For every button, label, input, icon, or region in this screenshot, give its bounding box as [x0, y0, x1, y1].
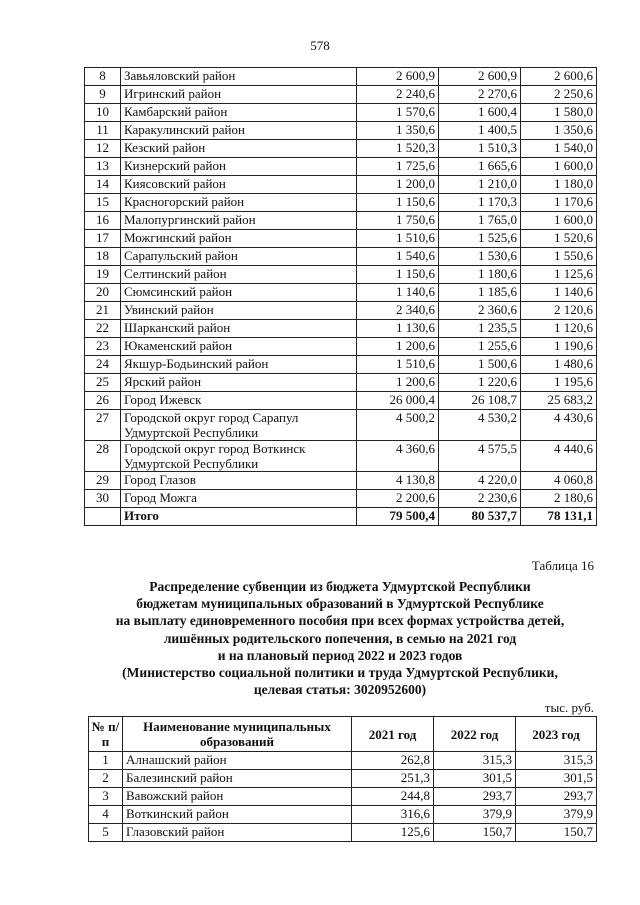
table-row — [85, 374, 597, 392]
value-2021: 316,6 — [352, 806, 434, 824]
row-number: 19 — [85, 266, 121, 284]
table-row — [85, 356, 597, 374]
municipality-name: Якшур-Бодьинский район — [121, 356, 357, 374]
value-2023: 150,7 — [516, 824, 597, 842]
municipality-name: Малопургинский район — [121, 212, 357, 230]
value-2023: 1 600,0 — [521, 212, 597, 230]
value-2023: 379,9 — [516, 806, 597, 824]
table-row — [85, 266, 597, 284]
row-number: 15 — [85, 194, 121, 212]
value-2022: 4 530,2 — [439, 410, 521, 441]
value-2023: 4 440,6 — [521, 441, 597, 472]
value-2023: 1 550,6 — [521, 248, 597, 266]
row-number: 27 — [85, 410, 121, 441]
table-row — [89, 770, 597, 788]
municipality-name: Город Ижевск — [121, 392, 357, 410]
value-2023: 1 580,0 — [521, 104, 597, 122]
value-2021: 4 360,6 — [357, 441, 439, 472]
value-2022: 1 235,5 — [439, 320, 521, 338]
value-2022: 150,7 — [434, 824, 516, 842]
municipality-name: Киясовский район — [121, 176, 357, 194]
table-row — [85, 194, 597, 212]
table-row — [85, 212, 597, 230]
municipality-name: Городской округ город Сарапул Удмуртской Республики — [121, 410, 357, 441]
value-2022: 379,9 — [434, 806, 516, 824]
value-2021: 4 130,8 — [357, 472, 439, 490]
municipality-name: Глазовский район — [123, 824, 352, 842]
table-row — [85, 86, 597, 104]
value-2022: 1 400,5 — [439, 122, 521, 140]
municipality-name: Алнашский район — [123, 752, 352, 770]
table-row — [85, 248, 597, 266]
value-2021: 1 510,6 — [357, 230, 439, 248]
value-2023: 2 250,6 — [521, 86, 597, 104]
value-2023: 1 140,6 — [521, 284, 597, 302]
row-number: 16 — [85, 212, 121, 230]
value-2022: 4 220,0 — [439, 472, 521, 490]
table-row — [85, 392, 597, 410]
row-number: 20 — [85, 284, 121, 302]
table-row — [85, 472, 597, 490]
row-number: 17 — [85, 230, 121, 248]
row-number: 28 — [85, 441, 121, 472]
table-row — [85, 68, 597, 86]
value-2021: 2 240,6 — [357, 86, 439, 104]
row-number: 3 — [89, 788, 123, 806]
table-row — [85, 104, 597, 122]
value-2023: 315,3 — [516, 752, 597, 770]
value-2021: 26 000,4 — [357, 392, 439, 410]
title-line: целевая статья: 3020952600) — [253, 682, 427, 698]
table-row — [85, 302, 597, 320]
subsidy-table-continued — [84, 67, 597, 526]
municipality-name: Увинский район — [121, 302, 357, 320]
municipality-name: Сюмсинский район — [121, 284, 357, 302]
municipality-name: Город Можга — [121, 490, 357, 508]
table-row — [85, 122, 597, 140]
value-2021: 2 340,6 — [357, 302, 439, 320]
value-2021: 1 750,6 — [357, 212, 439, 230]
municipality-name: Юкаменский район — [121, 338, 357, 356]
municipality-name: Город Глазов — [121, 472, 357, 490]
table-row — [85, 230, 597, 248]
value-2023: 1 190,6 — [521, 338, 597, 356]
row-number: 10 — [85, 104, 121, 122]
municipality-name: Камбарский район — [121, 104, 357, 122]
total-label: Итого — [121, 508, 357, 526]
value-2022: 1 500,6 — [439, 356, 521, 374]
value-2022: 1 510,3 — [439, 140, 521, 158]
table-row — [89, 824, 597, 842]
municipality-name: Каракулинский район — [121, 122, 357, 140]
total-2021: 79 500,4 — [357, 508, 439, 526]
table-label: Таблица 16 — [531, 558, 594, 573]
title-line: лишённых родительского попечения, в семью на 2021 год — [163, 630, 517, 646]
table-title — [70, 578, 610, 698]
header-num: № п/п — [89, 717, 123, 752]
row-number: 4 — [89, 806, 123, 824]
value-2023: 1 170,6 — [521, 194, 597, 212]
value-2023: 1 480,6 — [521, 356, 597, 374]
value-2022: 301,5 — [434, 770, 516, 788]
row-number: 29 — [85, 472, 121, 490]
row-number: 25 — [85, 374, 121, 392]
value-2022: 2 360,6 — [439, 302, 521, 320]
row-number: 9 — [85, 86, 121, 104]
value-2021: 1 130,6 — [357, 320, 439, 338]
title-line: бюджетам муниципальных образований в Удмуртской Республике — [136, 596, 544, 612]
value-2021: 1 200,0 — [357, 176, 439, 194]
row-number: 8 — [85, 68, 121, 86]
value-2022: 1 210,0 — [439, 176, 521, 194]
value-2021: 1 350,6 — [357, 122, 439, 140]
value-2021: 1 570,6 — [357, 104, 439, 122]
table-row — [85, 410, 597, 441]
value-2021: 1 150,6 — [357, 194, 439, 212]
total-2022: 80 537,7 — [439, 508, 521, 526]
value-2021: 2 200,6 — [357, 490, 439, 508]
title-line: Распределение субвенции из бюджета Удмуртской Республики — [149, 579, 531, 594]
header-2021: 2021 год — [352, 717, 434, 752]
value-2022: 1 525,6 — [439, 230, 521, 248]
municipality-name: Кизнерский район — [121, 158, 357, 176]
value-2023: 1 520,6 — [521, 230, 597, 248]
total-row — [85, 508, 597, 526]
value-2023: 4 430,6 — [521, 410, 597, 441]
row-number: 2 — [89, 770, 123, 788]
value-2023: 25 683,2 — [521, 392, 597, 410]
row-number: 5 — [89, 824, 123, 842]
value-2023: 1 350,6 — [521, 122, 597, 140]
total-2023: 78 131,1 — [521, 508, 597, 526]
municipality-name: Можгинский район — [121, 230, 357, 248]
row-number: 24 — [85, 356, 121, 374]
row-number: 18 — [85, 248, 121, 266]
table-row — [89, 806, 597, 824]
value-2021: 2 600,9 — [357, 68, 439, 86]
table-row — [85, 338, 597, 356]
municipality-name: Вавожский район — [123, 788, 352, 806]
value-2021: 125,6 — [352, 824, 434, 842]
value-2021: 1 200,6 — [357, 338, 439, 356]
value-2022: 26 108,7 — [439, 392, 521, 410]
value-2023: 2 180,6 — [521, 490, 597, 508]
value-2023: 1 540,0 — [521, 140, 597, 158]
value-2023: 1 120,6 — [521, 320, 597, 338]
table-row — [85, 140, 597, 158]
header-2023: 2023 год — [516, 717, 597, 752]
title-line: и на плановый период 2022 и 2023 годов — [217, 647, 463, 663]
row-number: 13 — [85, 158, 121, 176]
value-2023: 2 120,6 — [521, 302, 597, 320]
value-2021: 1 140,6 — [357, 284, 439, 302]
row-number: 12 — [85, 140, 121, 158]
municipality-name: Воткинский район — [123, 806, 352, 824]
value-2023: 301,5 — [516, 770, 597, 788]
value-2021: 251,3 — [352, 770, 434, 788]
table-row — [85, 284, 597, 302]
row-number: 23 — [85, 338, 121, 356]
value-2023: 293,7 — [516, 788, 597, 806]
table-row — [85, 158, 597, 176]
table-row — [85, 320, 597, 338]
value-2023: 1 195,6 — [521, 374, 597, 392]
row-number: 1 — [89, 752, 123, 770]
value-2022: 1 765,0 — [439, 212, 521, 230]
table-header-row — [89, 717, 597, 752]
value-2022: 2 270,6 — [439, 86, 521, 104]
value-2022: 1 185,6 — [439, 284, 521, 302]
row-number: 30 — [85, 490, 121, 508]
table-body — [89, 752, 597, 842]
table-body — [85, 68, 597, 526]
value-2023: 1 180,0 — [521, 176, 597, 194]
value-2022: 4 575,5 — [439, 441, 521, 472]
value-2021: 262,8 — [352, 752, 434, 770]
value-2022: 2 600,9 — [439, 68, 521, 86]
value-2022: 1 180,6 — [439, 266, 521, 284]
municipality-name: Селтинский район — [121, 266, 357, 284]
table-row — [89, 788, 597, 806]
value-2021: 1 725,6 — [357, 158, 439, 176]
value-2023: 1 600,0 — [521, 158, 597, 176]
value-2021: 4 500,2 — [357, 410, 439, 441]
value-2021: 1 520,3 — [357, 140, 439, 158]
municipality-name: Сарапульский район — [121, 248, 357, 266]
page-number: 578 — [310, 38, 330, 53]
value-2022: 1 600,4 — [439, 104, 521, 122]
municipality-name: Шарканский район — [121, 320, 357, 338]
row-number: 26 — [85, 392, 121, 410]
value-2023: 2 600,6 — [521, 68, 597, 86]
value-2021: 1 540,6 — [357, 248, 439, 266]
municipality-name: Красногорский район — [121, 194, 357, 212]
value-2022: 1 255,6 — [439, 338, 521, 356]
municipality-name: Завьяловский район — [121, 68, 357, 86]
value-2022: 293,7 — [434, 788, 516, 806]
value-2023: 4 060,8 — [521, 472, 597, 490]
value-2021: 1 510,6 — [357, 356, 439, 374]
municipality-name: Ярский район — [121, 374, 357, 392]
value-2021: 1 200,6 — [357, 374, 439, 392]
header-name: Наименование муниципальных образований — [123, 717, 352, 752]
title-line: на выплату единовременного пособия при всех формах устройства детей, — [115, 613, 565, 629]
row-number: 21 — [85, 302, 121, 320]
empty-cell — [85, 508, 121, 526]
header-2022: 2022 год — [434, 717, 516, 752]
row-number: 11 — [85, 122, 121, 140]
value-2022: 2 230,6 — [439, 490, 521, 508]
row-number: 14 — [85, 176, 121, 194]
municipality-name: Балезинский район — [123, 770, 352, 788]
value-2021: 1 150,6 — [357, 266, 439, 284]
municipality-name: Городской округ город Воткинск Удмуртской Республики — [121, 441, 357, 472]
value-2022: 1 665,6 — [439, 158, 521, 176]
title-line: (Министерство социальной политики и труда Удмуртской Республики, — [122, 665, 558, 681]
value-2022: 1 530,6 — [439, 248, 521, 266]
value-2023: 1 125,6 — [521, 266, 597, 284]
municipality-name: Кезский район — [121, 140, 357, 158]
table-row — [89, 752, 597, 770]
value-2022: 315,3 — [434, 752, 516, 770]
value-2022: 1 170,3 — [439, 194, 521, 212]
row-number: 22 — [85, 320, 121, 338]
table-row — [85, 176, 597, 194]
table-row — [85, 490, 597, 508]
municipality-name: Игринский район — [121, 86, 357, 104]
table-row — [85, 441, 597, 472]
value-2021: 244,8 — [352, 788, 434, 806]
allowance-subsidy-table — [88, 716, 597, 842]
value-2022: 1 220,6 — [439, 374, 521, 392]
unit-label: тыс. руб. — [544, 700, 594, 715]
